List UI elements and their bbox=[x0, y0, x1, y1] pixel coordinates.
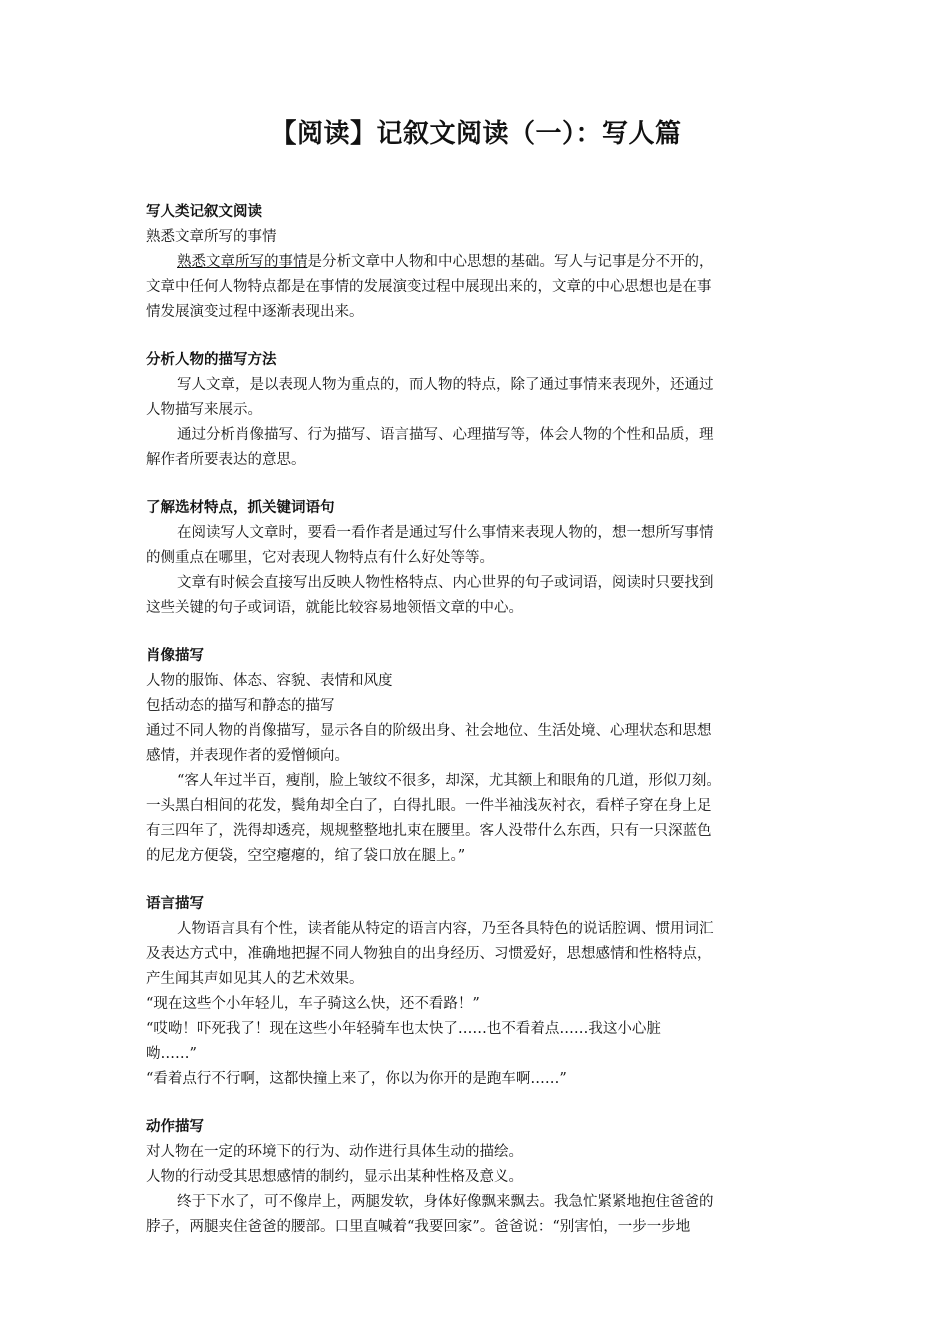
section-heading: 写人类记叙文阅读 bbox=[146, 204, 262, 220]
quote-line: 有三四年了，洗得却透亮，规规整整地扎束在腰里。客人没带什么东西，只有一只深蓝色 bbox=[146, 823, 712, 839]
paragraph-line: 写人文章，是以表现人物为重点的，而人物的特点，除了通过事情来表现外，还通过 bbox=[177, 377, 714, 393]
section-heading: 分析人物的描写方法 bbox=[146, 352, 277, 368]
paragraph-line: 包括动态的描写和静态的描写 bbox=[146, 698, 335, 714]
paragraph-line: 这些关键的句子或词语，就能比较容易地领悟文章的中心。 bbox=[146, 600, 523, 616]
section-portrait-reading bbox=[146, 200, 806, 325]
paragraph-line: 产生闻其声如见其人的艺术效果。 bbox=[146, 971, 364, 987]
paragraph-line: 情发展演变过程中逐渐表现出来。 bbox=[146, 304, 364, 320]
paragraph-line: 人物语言具有个性，读者能从特定的语言内容，乃至各具特色的说话腔调、惯用词汇 bbox=[177, 921, 714, 937]
section-portrait-description bbox=[146, 644, 806, 869]
document-title: 【阅读】记叙文阅读（一）：写人篇 bbox=[270, 119, 682, 149]
section-description-methods bbox=[146, 348, 806, 473]
paragraph-line: 脖子，两腿夹住爸爸的腰部。口里直喊着“我要回家”。爸爸说：“别害怕，一步一步地 bbox=[146, 1219, 691, 1235]
quote-line: “看着点行不行啊，这都快撞上来了，你以为你开的是跑车啊……” bbox=[146, 1071, 567, 1087]
paragraph-line-rest: 是分析文章中人物和中心思想的基础。写人与记事是分不开的， bbox=[307, 254, 714, 270]
paragraph-line: 通过不同人物的肖像描写，显示各自的阶级出身、社会地位、生活处境、心理状态和思想 bbox=[146, 723, 712, 739]
section-action-description bbox=[146, 1115, 806, 1240]
quote-line: 呦……” bbox=[146, 1046, 197, 1062]
document-page bbox=[146, 114, 806, 1263]
quote-line: “哎呦！吓死我了！现在这些小年轻骑车也太快了……也不看着点……我这小心脏 bbox=[146, 1021, 661, 1037]
section-material-selection bbox=[146, 496, 806, 621]
section-heading: 了解选材特点，抓关键词语句 bbox=[146, 500, 335, 516]
quote-line: 一头黑白相间的花发，鬓角却全白了，白得扎眼。一件半袖浅灰衬衣，看样子穿在身上足 bbox=[146, 798, 712, 814]
paragraph-line bbox=[146, 250, 806, 275]
paragraph-line: 文章中任何人物特点都是在事情的发展演变过程中展现出来的，文章的中心思想也是在事 bbox=[146, 279, 712, 295]
paragraph-line: 感情，并表现作者的爱憎倾向。 bbox=[146, 748, 349, 764]
section-heading: 语言描写 bbox=[146, 896, 204, 912]
paragraph-line: 人物的行动受其思想感情的制约，显示出某种性格及意义。 bbox=[146, 1169, 523, 1185]
quote-line: “客人年过半百，瘦削，脸上皱纹不很多，却深，尤其额上和眼角的几道，形似刀刻。 bbox=[177, 773, 721, 789]
paragraph-line: 对人物在一定的环境下的行为、动作进行具体生动的描绘。 bbox=[146, 1144, 523, 1160]
paragraph-line: 通过分析肖像描写、行为描写、语言描写、心理描写等，体会人物的个性和品质，理 bbox=[177, 427, 714, 443]
quote-line: 的尼龙方便袋，空空瘪瘪的，绾了袋口放在腿上。” bbox=[146, 848, 466, 864]
paragraph-line: 熟悉文章所写的事情 bbox=[146, 229, 277, 245]
paragraph-line: 终于下水了，可不像岸上，两腿发软，身体好像飘来飘去。我急忙紧紧地抱住爸爸的 bbox=[177, 1194, 714, 1210]
section-heading: 动作描写 bbox=[146, 1119, 204, 1135]
section-heading: 肖像描写 bbox=[146, 648, 204, 664]
quote-line: “现在这些个小年轻儿，车子骑这么快，还不看路！” bbox=[146, 996, 480, 1012]
paragraph-line: 解作者所要表达的意思。 bbox=[146, 452, 306, 468]
paragraph-line: 及表达方式中，准确地把握不同人物独自的出身经历、习惯爱好，思想感情和性格特点， bbox=[146, 946, 712, 962]
paragraph-line: 人物的服饰、体态、容貌、表情和风度 bbox=[146, 673, 393, 689]
paragraph-line: 在阅读写人文章时，要看一看作者是通过写什么事情来表现人物的，想一想所写事情 bbox=[177, 525, 714, 541]
section-language-description bbox=[146, 892, 806, 1092]
paragraph-line: 文章有时候会直接写出反映人物性格特点、内心世界的句子或词语，阅读时只要找到 bbox=[177, 575, 714, 591]
paragraph-line: 的侧重点在哪里，它对表现人物特点有什么好处等等。 bbox=[146, 550, 494, 566]
paragraph-line: 人物描写来展示。 bbox=[146, 402, 262, 418]
underlined-phrase: 熟悉文章所写的事情 bbox=[177, 254, 308, 270]
